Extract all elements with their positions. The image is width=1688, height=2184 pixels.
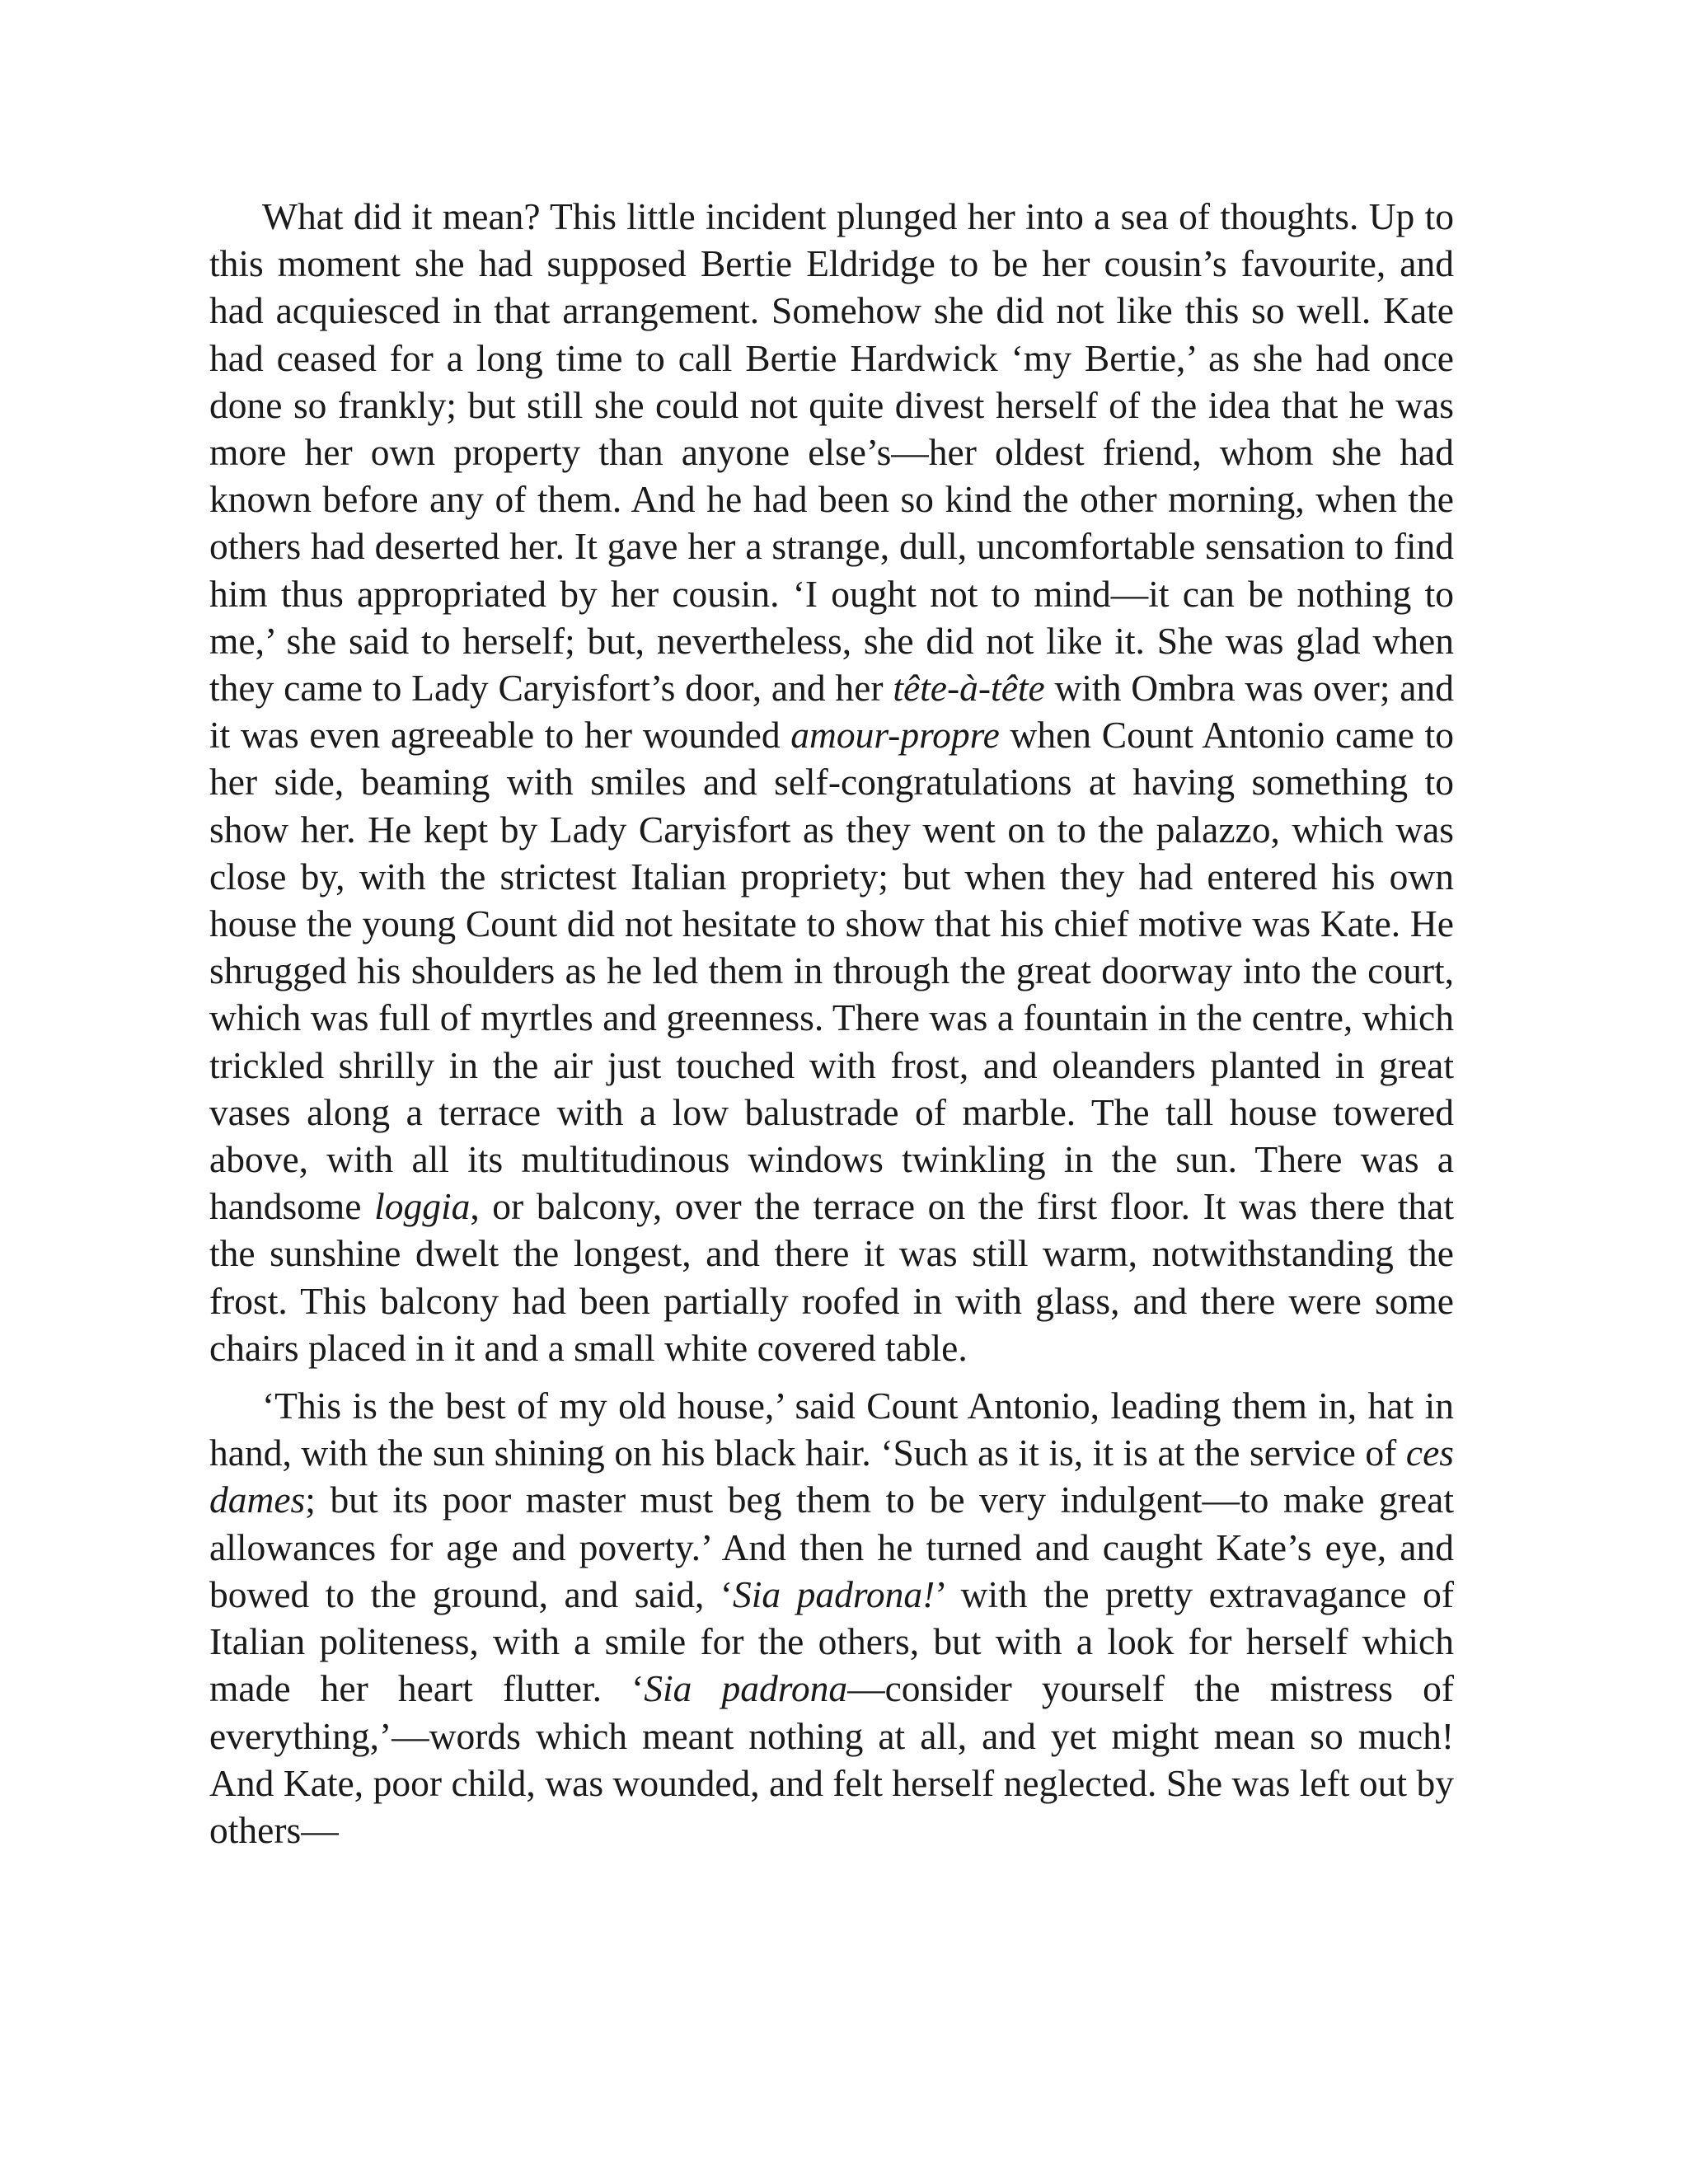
italic-phrase-sia-padrona-exclaim: Sia padrona!: [733, 1572, 935, 1615]
paragraph-1-text: with Ombra was over; and it was even agreeable to her wounded: [209, 667, 1455, 757]
paragraph-1-text: What did it mean? This little incident plunged her into a sea of thoughts. Up to this moment she had supposed Bertie Eldridge to be her cousin’s favourite, and had acquiesced in that arrangement. Somehow she did not like this so well. Kate had ceased for a long time to call Bertie Hardwick ‘my Bertie,’ as she had once done so frankly; but still she could not quite divest herself of the idea that he was more her own property than anyone else’s—her oldest friend, whom she had known before any of them. And he had been so kind the other morning, when the others had deserted her. It gave her a strange, dull, uncomfortable sensation to find him thus appropriated by her cousin. ‘I ought not to mind—it can be nothing to me,’ she said to herself; but, nevertheless, she did not like it. She was glad when they came to Lady Caryisfort’s door, and her: [209, 195, 1454, 710]
paragraph-2-text: ‘This is the best of my old house,’ said Count Antonio, leading them in, hat in hand, with the sun shining on his black hair. ‘Such as it is, it is at the service of: [209, 1385, 1454, 1474]
paragraph-2-text: —consider yourself the mistress of everything,’—words which meant nothing at all, and yet might mean so much! And Kate, poor child, was wounded, and felt herself neglected. She was left out by others—: [209, 1667, 1454, 1851]
paragraph-1-text: when Count Antonio came to her side, beaming with smiles and self-congratulations at having something to show her. He kept by Lady Caryisfort as they went on to the palazzo, which was close by, with the strictest Italian propriety; but when they had entered his own house the young Count did not hesitate to show that his chief motive was Kate. He shrugged his shoulders as he led them in through the great doorway into the court, which was full of myrtles and greenness. There was a fountain in the centre, which trickled shrilly in the air just touched with frost, and oleanders planted in great vases along a terrace with a low balustrade of marble. The tall house towered above, with all its multitudinous windows twinkling in the sun. There was a handsome: [209, 714, 1455, 1228]
italic-phrase-loggia: loggia: [374, 1185, 471, 1228]
italic-phrase-amour-propre: amour-propre: [790, 714, 1000, 757]
paragraph-2-text: ’ with the pretty extravagance of Italian politeness, with a smile for the others, but with a look for herself which made her heart flutter. ‘: [209, 1572, 1455, 1710]
paragraph-2: [209, 1382, 1454, 1854]
paragraph-2-text: ; but its poor master must beg them to be very indulgent—to make great allowances for age and poverty.’ And then he turned and caught Kate’s eye, and bowed to the ground, and said, ‘: [209, 1479, 1454, 1615]
italic-phrase-ces-dames: ces dames: [209, 1432, 1454, 1521]
paragraph-1: [209, 193, 1454, 1371]
page-body: [209, 193, 1454, 1854]
italic-phrase-sia-padrona: Sia padrona: [644, 1667, 848, 1710]
paragraph-1-text: , or balcony, over the terrace on the first floor. It was there that the sunshine dwelt the longest, and there it was still warm, notwithstanding the frost. This balcony had been partially roofed in with glass, and there were some chairs placed in it and a small white covered table.: [209, 1185, 1454, 1369]
italic-phrase-tete-a-tete: tête-à-tête: [893, 667, 1045, 710]
